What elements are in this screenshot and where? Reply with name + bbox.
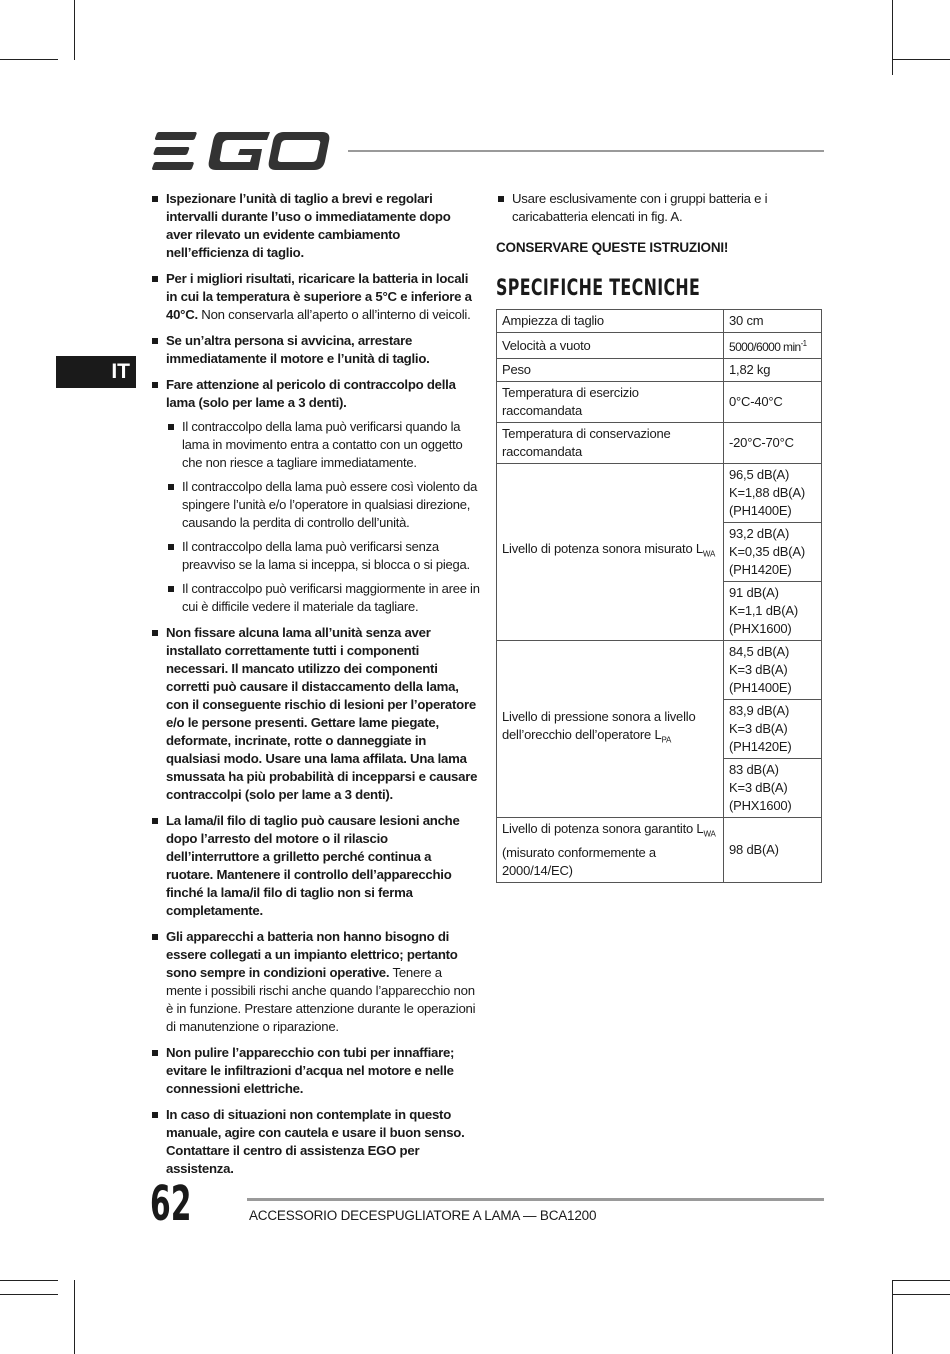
spec-value: 93,2 dB(A) K=0,35 dB(A) (PH1420E): [724, 523, 822, 582]
crop-mark: [0, 1294, 58, 1295]
spec-value: 83 dB(A) K=3 dB(A) (PHX1600): [724, 759, 822, 818]
page-number: 62: [150, 1176, 192, 1232]
spec-table: [496, 309, 822, 883]
kickback-sublist: [166, 418, 480, 616]
section-title: SPECIFICHE TECNICHE: [496, 276, 701, 301]
spec-label: Temperatura di conservazione raccomandata: [497, 423, 724, 464]
crop-mark: [0, 59, 58, 60]
crop-mark: [892, 1280, 893, 1354]
table-row: [497, 464, 822, 523]
left-column: [150, 190, 480, 1186]
crop-mark: [74, 1280, 75, 1354]
spec-label: Velocità a vuoto: [497, 333, 724, 359]
sub-list-item: Il contraccolpo può verificarsi maggiormente in aree in cui è difficile vedere il materiale da tagliare.: [166, 580, 480, 616]
list-item: Usare esclusivamente con i gruppi batteria e i caricabatteria elencati in fig. A.: [496, 190, 824, 226]
table-row: [497, 310, 822, 333]
ego-logo: [150, 130, 332, 172]
spec-value: 5000/6000 $\min^{-1}$: [724, 333, 822, 359]
crop-mark: [0, 1280, 58, 1281]
list-item: Non fissare alcuna lama all’unità senza aver installato correttamente tutti i componenti necessari. Il mancato utilizzo dei componenti corretti può causare il distaccamento della lama, con il conseguente rischio di lesioni per l’operatore e/o le persone presenti. Gettare lame piegate, deformate, incrinate, rotte o danneggiate in qualsiasi modo. Usare una lama affilata. Una lama smussata ha più probabilità di incepparsi e causare contraccolpi (solo per lame a 3 denti).: [150, 624, 480, 804]
spec-label: Livello di potenza sonora garantito $L_{WA}$ (misurato conformemente a 2000/14/EC): [497, 818, 724, 883]
table-row: [497, 359, 822, 382]
header-rule: [348, 150, 824, 152]
spec-label: Livello di pressione sonora a livello dell’orecchio dell’operatore $L_{PA}$: [497, 641, 724, 818]
crop-mark: [892, 59, 950, 60]
spec-label: Peso: [497, 359, 724, 382]
footer-rule: [247, 1198, 824, 1201]
spec-label: Temperatura di esercizio raccomandata: [497, 382, 724, 423]
table-row: [497, 818, 822, 883]
spec-label: Livello di potenza sonora misurato $L_{WA}$: [497, 464, 724, 641]
list-item: Non pulire l’apparecchio con tubi per innaffiare; evitare le infiltrazioni d’acqua nel motore e nelle connessioni elettriche.: [150, 1044, 480, 1098]
spec-value: 83,9 dB(A) K=3 dB(A) (PH1420E): [724, 700, 822, 759]
language-tab: IT: [56, 356, 136, 388]
spec-value: 84,5 dB(A) K=3 dB(A) (PH1400E): [724, 641, 822, 700]
list-item: Se un’altra persona si avvicina, arrestare immediatamente il motore e l’unità di taglio.: [150, 332, 480, 368]
spec-value: -20°C-70°C: [724, 423, 822, 464]
list-item: Fare attenzione al pericolo di contraccolpo della lama (solo per lame a 3 denti). Il contraccolpo della lama può verificarsi quando la lama in movimento entra a contatto con un oggetto che non riesce a tagliare immediatamente. Il contraccolpo della lama può essere così violento da spingere l’unità e/o l’operatore in qualsiasi direzione, causando la perdita di controllo dell’unità. Il contraccolpo della lama può verificarsi senza preavviso se la lama si inceppa, si blocca o si piega. Il contraccolpo può verificarsi maggiormente in aree in cui è difficile vedere il materiale da tagliare.: [150, 376, 480, 616]
save-instructions-heading: CONSERVARE QUESTE ISTRUZIONI!: [496, 240, 729, 255]
crop-mark: [892, 1280, 950, 1281]
spec-value: 30 cm: [724, 310, 822, 333]
table-row: [497, 382, 822, 423]
spec-label: Ampiezza di taglio: [497, 310, 724, 333]
list-item: Per i migliori risultati, ricaricare la batteria in locali in cui la temperatura è superiore a 5°C e inferiore a 40°C. Non conservarla all’aperto o all’interno di veicoli.: [150, 270, 480, 324]
list-item: Gli apparecchi a batteria non hanno bisogno di essere collegati a un impianto elettrico; pertanto sono sempre in condizioni operative. Tenere a mente i possibili rischi anche quando l’apparecchio non è in funzione. Prestare attenzione durante le operazioni di manutenzione o riparazione.: [150, 928, 480, 1036]
table-row: [497, 333, 822, 359]
footer-title: ACCESSORIO DECESPUGLIATORE A LAMA — BCA1200: [249, 1208, 597, 1223]
crop-mark: [74, 0, 75, 60]
spec-value: 1,82 kg: [724, 359, 822, 382]
right-column: [496, 190, 824, 883]
spec-value: 0°C-40°C: [724, 382, 822, 423]
spec-value: 91 dB(A) K=1,1 dB(A) (PHX1600): [724, 582, 822, 641]
spec-value: 98 dB(A): [724, 818, 822, 883]
table-row: [497, 641, 822, 700]
list-item: Ispezionare l’unità di taglio a brevi e regolari intervalli durante l’uso o immediatamente dopo aver rilevato un evidente cambiamento nell’efficienza di taglio.: [150, 190, 480, 262]
sub-list-item: Il contraccolpo della lama può essere così violento da spingere l’unità e/o l’operatore in qualsiasi direzione, causando la perdita di controllo dell’unità.: [166, 478, 480, 532]
battery-list: [496, 190, 824, 226]
crop-mark: [892, 0, 893, 75]
safety-list: [150, 190, 480, 1178]
sub-list-item: Il contraccolpo della lama può verificarsi senza preavviso se la lama si inceppa, si blocca o si piega.: [166, 538, 480, 574]
crop-mark: [892, 1294, 950, 1295]
spec-value: 96,5 dB(A) K=1,88 dB(A) (PH1400E): [724, 464, 822, 523]
list-item: In caso di situazioni non contemplate in questo manuale, agire con cautela e usare il buon senso. Contattare il centro di assistenza EGO per assistenza.: [150, 1106, 480, 1178]
table-row: [497, 423, 822, 464]
list-item: La lama/il filo di taglio può causare lesioni anche dopo l’arresto del motore o il rilascio dell’interruttore a grilletto perché continua a ruotare. Mantenere il controllo dell’apparecchio finché la lama/il filo di taglio non si ferma completamente.: [150, 812, 480, 920]
sub-list-item: Il contraccolpo della lama può verificarsi quando la lama in movimento entra a contatto con un oggetto che non riesce a tagliare immediatamente.: [166, 418, 480, 472]
